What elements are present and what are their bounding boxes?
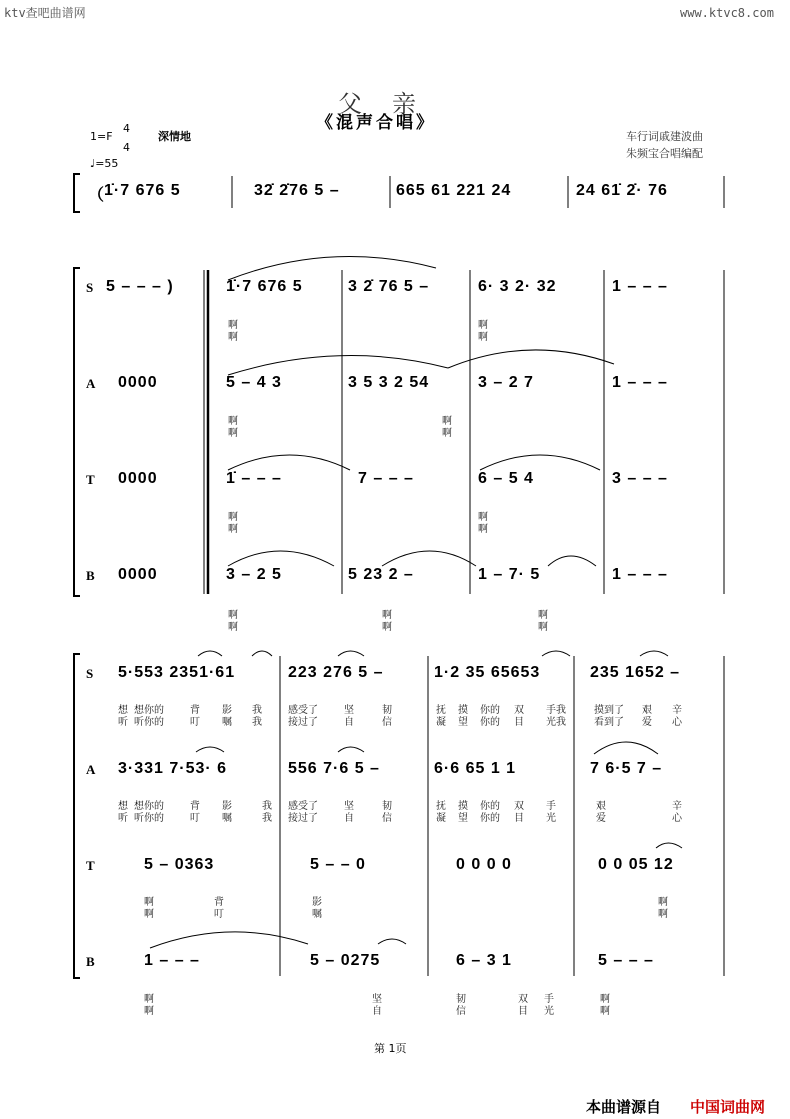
credit-lyrics-music: 车行词戚建波曲: [626, 130, 703, 143]
tempo-marking: ♩=55: [90, 157, 119, 170]
alto-measure-1: 5 – 4 3: [226, 374, 282, 391]
footer-site-link[interactable]: 中国词曲网: [690, 1098, 766, 1116]
part-label-tenor-3: T: [86, 858, 95, 873]
soprano-measure-3: 6· 3 2· 32: [478, 278, 557, 295]
alto3-measure-1: 3·331 7·53· 6: [118, 760, 228, 777]
soprano-lyric-1a: 啊: [228, 320, 238, 331]
part-label-soprano-3: S: [86, 666, 94, 681]
part-label-alto-3: A: [86, 762, 96, 777]
intro-measure-4: 24 61̇ 2̇· 76: [576, 182, 668, 199]
soprano3-measure-2: 223 276 5 –: [288, 664, 384, 681]
alto3-measure-4: 7 6·5 7 –: [590, 760, 663, 777]
alto3-measure-3: 6·6 65 1 1: [434, 760, 517, 777]
tenor3-measure-1: 5 – 0363: [144, 856, 215, 873]
tenor-lyric-1a: 啊: [228, 512, 238, 523]
song-subtitle: 《混声合唱》: [316, 113, 436, 133]
part-label-bass-3: B: [86, 954, 95, 969]
bass-lyric-1c: 啊: [538, 610, 548, 621]
song-title: 父亲: [338, 90, 446, 118]
soprano-measure-4: 1 – – –: [612, 278, 668, 295]
bass-lyric-1a: 啊: [228, 610, 238, 621]
soprano3-measure-3: 1·2 35 65653: [434, 664, 541, 681]
alto-lead: 0000: [118, 374, 158, 391]
tenor-measure-1: 1̇ – – –: [226, 470, 282, 487]
bass-lyric-2a: 啊: [228, 622, 238, 633]
bass3-measure-4: 5 – – –: [598, 952, 654, 969]
tenor-lyric-1b: 啊: [478, 512, 488, 523]
part-label-soprano: S: [86, 280, 94, 295]
credit-arranger: 朱频宝合唱编配: [626, 147, 703, 160]
page-number: 第 1页: [374, 1042, 407, 1055]
bass3-measure-3: 6 – 3 1: [456, 952, 512, 969]
bass-measure-4: 1 – – –: [612, 566, 668, 583]
tenor-lead: 0000: [118, 470, 158, 487]
soprano-lyric-1b: 啊: [478, 320, 488, 331]
alto-measure-4: 1 – – –: [612, 374, 668, 391]
mood-marking: 深情地: [158, 130, 191, 143]
soprano3-measure-1: 5·553 2351·61: [118, 664, 236, 681]
bass-lyric-1b: 啊: [382, 610, 392, 621]
part-label-bass: B: [86, 568, 95, 583]
time-signature-top: 4: [123, 122, 130, 135]
bass-measure-1: 3 – 2 5: [226, 566, 282, 583]
alto-lyric-2b: 啊: [442, 428, 452, 439]
soprano-lyric-2b: 啊: [478, 332, 488, 343]
intro-measure-3: 665 61 221 24: [396, 182, 512, 199]
bass-lead: 0000: [118, 566, 158, 583]
soprano-lead: 5 – – – ): [106, 278, 174, 295]
tenor-measure-4: 3 – – –: [612, 470, 668, 487]
soprano-measure-2: 3 2̇ 76 5 –: [348, 278, 430, 295]
key-signature: 1=F: [90, 130, 113, 143]
tenor-measure-2: 7 – – –: [358, 470, 414, 487]
bass-measure-3: 1 – 7· 5: [478, 566, 541, 583]
intro-measure-1: 1̇·7 676 5: [104, 182, 181, 199]
alto3-measure-2: 556 7·6 5 –: [288, 760, 380, 777]
intro-open-paren: （: [88, 187, 106, 204]
alto-lyric-2a: 啊: [228, 428, 238, 439]
bass-lyric-2c: 啊: [538, 622, 548, 633]
tenor3-measure-3: 0 0 0 0: [456, 856, 512, 873]
watermark-left: ktv查吧曲谱网: [4, 6, 86, 20]
watermark-right: www.ktvc8.com: [680, 6, 774, 20]
time-signature-bottom: 4: [123, 141, 130, 154]
tenor-measure-3: 6 – 5 4: [478, 470, 534, 487]
footer-source-label: 本曲谱源自: [586, 1098, 662, 1116]
soprano-lyric-2a: 啊: [228, 332, 238, 343]
tenor-lyric-2b: 啊: [478, 524, 488, 535]
soprano-measure-1: 1̇·7 676 5: [226, 278, 303, 295]
part-label-alto: A: [86, 376, 96, 391]
bass3-measure-1: 1 – – –: [144, 952, 200, 969]
tenor3-measure-2: 5 – – 0: [310, 856, 366, 873]
bass-lyric-2b: 啊: [382, 622, 392, 633]
alto-lyric-1b: 啊: [442, 416, 452, 427]
soprano3-measure-4: 235 1652 –: [590, 664, 681, 681]
tenor3-measure-4: 0 0 05 12: [598, 856, 674, 873]
bass3-measure-2: 5 – 0275: [310, 952, 381, 969]
alto-measure-3: 3 – 2 7: [478, 374, 534, 391]
bass-measure-2: 5 23 2 –: [348, 566, 414, 583]
part-label-tenor: T: [86, 472, 95, 487]
alto-lyric-1a: 啊: [228, 416, 238, 427]
alto-measure-2: 3 5 3 2 54: [348, 374, 430, 391]
intro-measure-2: 32̇ 2̇76 5 –: [254, 182, 340, 199]
tenor-lyric-2a: 啊: [228, 524, 238, 535]
